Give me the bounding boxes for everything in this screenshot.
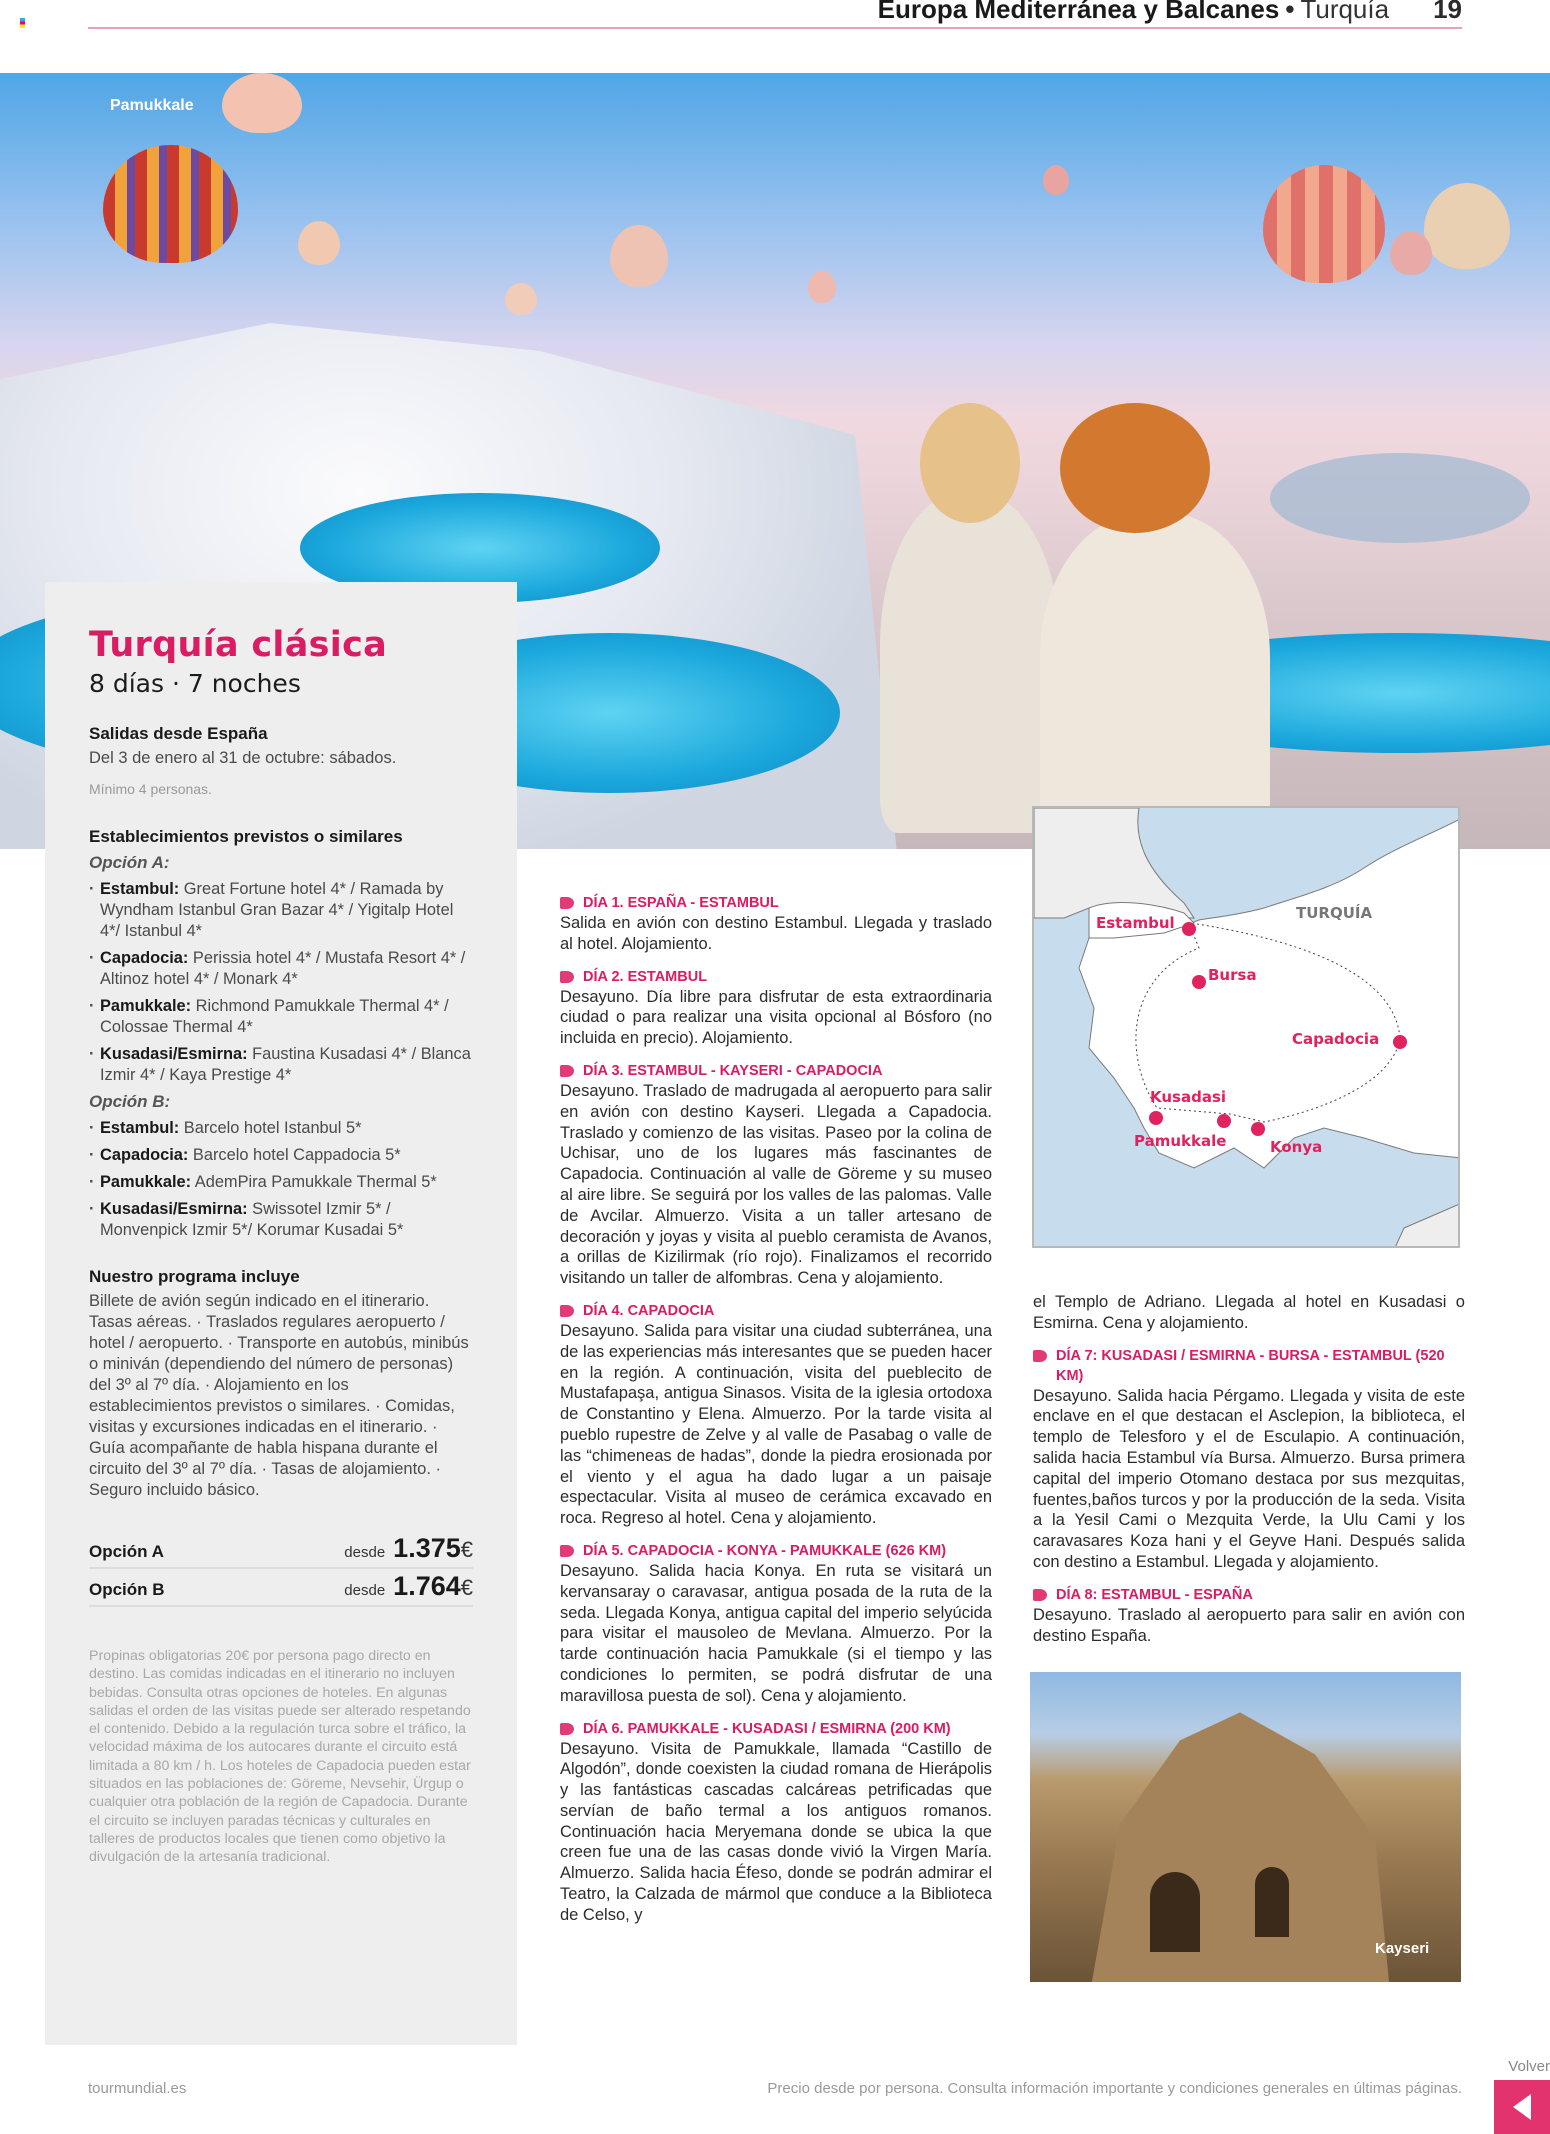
cave-door [1255, 1867, 1289, 1937]
day-title: DÍA 8: ESTAMBUL - ESPAÑA [1056, 1586, 1253, 1603]
blonde-hair [920, 403, 1020, 523]
price-label: Opción A [89, 1542, 164, 1561]
itinerary-day [560, 967, 992, 1049]
itinerary-day [560, 1719, 992, 1926]
trip-summary-panel [45, 582, 517, 2045]
hotel-item: · Kusadasi/Esmirna: Swissotel Izmir 5* / Monvenpick Izmir 5*/ Korumar Kusadai 5* [89, 1199, 473, 1241]
includes-heading: Nuestro programa incluye [89, 1267, 300, 1286]
map-land-thrace [1034, 808, 1194, 918]
balloon [1043, 165, 1069, 195]
price-label: Opción B [89, 1580, 165, 1599]
day-title: DÍA 4. CAPADOCIA [583, 1302, 715, 1319]
hotel-item: · Estambul: Great Fortune hotel 4* / Ramada by Wyndham Istanbul Gran Bazar 4* / Yigitalp Hotel 4*/ Istanbul 4* [89, 879, 473, 942]
woman-figure [880, 493, 1060, 833]
balloon [808, 271, 836, 303]
map-marker-capadocia [1393, 1035, 1407, 1049]
hotel-item: · Estambul: Barcelo hotel Istanbul 5* [89, 1118, 473, 1139]
departures-text: Del 3 de enero al 31 de octubre: sábados. [89, 749, 397, 767]
balloon [505, 283, 537, 315]
balloon [1424, 183, 1510, 269]
itinerary-column-1 [560, 893, 992, 1938]
balloon [103, 145, 238, 263]
arrow-tag-icon [560, 971, 574, 983]
arrow-tag-icon [560, 1305, 574, 1317]
section-title: Europa Mediterránea y Balcanes [877, 0, 1280, 24]
price-amount: 1.764 [393, 1571, 461, 1601]
kayseri-photo [1030, 1672, 1461, 1982]
departures-heading: Salidas desde España [89, 724, 268, 743]
map-marker-konya [1251, 1122, 1265, 1136]
lake [1270, 453, 1530, 543]
map-city-label: Konya [1270, 1138, 1323, 1156]
arrow-tag-icon [560, 897, 574, 909]
map-city-label: Estambul [1096, 914, 1175, 932]
arrow-tag-icon [1033, 1350, 1047, 1362]
balloon [298, 221, 340, 265]
map-marker-bursa [1192, 975, 1206, 989]
route-map [1032, 806, 1460, 1248]
footer-site[interactable]: tourmundial.es [88, 2080, 187, 2097]
arrow-tag-icon [1033, 1589, 1047, 1601]
cave-door [1150, 1872, 1200, 1952]
minimum-people: Mínimo 4 personas. [89, 781, 212, 797]
price-prefix: desde [344, 1582, 386, 1599]
hotel-item: · Pamukkale: AdemPira Pamukkale Thermal 5* [89, 1172, 473, 1193]
price-table [89, 1531, 473, 1607]
day-title: DÍA 5. CAPADOCIA - KONYA - PAMUKKALE (626 KM) [583, 1542, 947, 1559]
option-b-label: Opción B: [89, 1092, 171, 1111]
map-marker-estambul [1182, 922, 1196, 936]
page-header [88, 0, 1462, 29]
hat [1060, 403, 1210, 533]
arrow-tag-icon [560, 1545, 574, 1557]
option-b-hotels [89, 1118, 473, 1241]
day-text: Desayuno. Traslado al aeropuerto para salir en avión con destino España. [1033, 1605, 1465, 1645]
option-a-label: Opción A: [89, 853, 170, 872]
map-city-label: Pamukkale [1134, 1132, 1227, 1150]
man-figure [1040, 513, 1270, 833]
day-title: DÍA 1. ESPAÑA - ESTAMBUL [583, 895, 779, 911]
day-text: Desayuno. Traslado de madrugada al aeropuerto para salir en avión con destino Kayseri. Llegada a Capadocia. Traslado y comienzo de las visitas. Paseo por la colina de Uchisar, uno de los lugares más fascinantes de Capadocia. Continuación al valle de Göreme y su museo al aire libre. Se seguirá por los valles de las palomas. Valle de Avcilar. Almuerzo. Visita a un taller artesano de decoración y joyas y visita al pueblo ceramista de Avanos, a orillas de Kizilirmak (río rojo). Finalizamos el recorrido visitando un taller de alfombras. Cena y alojamiento. [560, 1081, 993, 1288]
map-marker-kusadasi [1149, 1111, 1163, 1125]
map-city-label: Bursa [1208, 966, 1257, 984]
price-row-option-b [89, 1569, 473, 1607]
hotel-item: · Pamukkale: Richmond Pamukkale Thermal 4* / Colossae Thermal 4* [89, 996, 473, 1038]
price-currency: € [460, 1575, 473, 1600]
trip-duration: 8 días · 7 noches [89, 669, 301, 698]
price-amount: 1.375 [393, 1533, 461, 1563]
map-marker-pamukkale [1217, 1114, 1231, 1128]
rock-formation [1090, 1712, 1390, 1982]
hero-caption: Pamukkale [110, 97, 194, 114]
itinerary-day [560, 1301, 992, 1529]
chevron-left-icon [1509, 2092, 1535, 2122]
day-text: Salida en avión con destino Estambul. Llegada y traslado al hotel. Alojamiento. [560, 914, 992, 953]
price-row-option-a [89, 1531, 473, 1569]
header-separator: • [1285, 0, 1295, 24]
hotel-item: · Capadocia: Barcelo hotel Cappadocia 5* [89, 1145, 473, 1166]
balloon [1390, 231, 1432, 275]
day-text: Desayuno. Salida hacia Konya. En ruta se visitará un kervansaray o caravasar, antigua posada de la ruta de la seda. Llegada Konya, antigua capital del imperio selyúcida para visitar el mausoleo de Mevlana. Almuerzo. Por la tarde continuación hacia Pamukkale (si el tiempo y las condiciones lo permiten, se podrá disfrutar de una maravillosa puesta de sol). Cena y alojamiento. [560, 1561, 992, 1705]
day-title: DÍA 3. ESTAMBUL - KAYSERI - CAPADOCIA [583, 1062, 883, 1079]
balloon [1263, 165, 1385, 283]
itinerary-column-2 [1033, 1292, 1465, 1982]
balloon [610, 225, 668, 287]
country-title: Turquía [1300, 0, 1390, 24]
day-title: DÍA 2. ESTAMBUL [583, 968, 708, 985]
itinerary-day [560, 1541, 992, 1707]
trip-title: Turquía clásica [89, 625, 388, 665]
day-text: Desayuno. Día libre para disfrutar de esta extraordinaria ciudad o para realizar una visita opcional al Bósforo (no incluida en precio). Alojamiento. [560, 987, 992, 1048]
photo-caption: Kayseri [1375, 1940, 1430, 1958]
day-text: Desayuno. Salida para visitar una ciudad subterránea, una de las experiencias más interesantes que se pueden hacer en la región. A continuación, visita del pueblecito de Mustafapaşa, antigua Sinasos. Visita de la iglesia ortodoxa de Constantino y Elena. Almuerzo. Por la tarde visita al pueblo rupestre de Zelve y al valle de Pasabag o valle de las “chimeneas de hadas”, donde la piedra erosionada por el viento y el agua ha dado lugar a un paisaje espectacular. Visita al museo de cerámica excavado en roca. Regreso al hotel. Cena y alojamiento. [560, 1321, 992, 1528]
includes-text: Billete de avión según indicado en el itinerario. Tasas aéreas. · Traslados regulares aeropuerto / hotel / aeropuerto. · Transporte en autobús, minibús o miniván (dependiendo del número de personas) del 3º al 7º día. · Alojamiento en los establecimientos previstos o similares. · Comidas, visitas y excursiones indicadas en el itinerario. · Guía acompañante de habla hispana durante el circuito del 3º al 7º día. · Tasas de alojamiento. · Seguro incluido básico. [89, 1292, 469, 1499]
fine-print-notes: Propinas obligatorias 20€ por persona pago directo en destino. Las comidas indicadas en el itinerario no incluyen bebidas. Consulta otras opciones de hoteles. En algunas salidas el orden de las visitas puede ser alterado respetando el contenido. Debido a la regulación turca sobre el tráfico, la velocidad máxima de los autocares durante el circuito está limitada a 80 km / h. Los hoteles de Capadocia pueden estar situados en las poblaciones de: Göreme, Nevsehir, Ürgup o cualquier otra población de la región de Capadocia. Durante el circuito se incluyen paradas técnicas y culturales en talleres de productos locales que tienen como objetivo la divulgación de la artesanía tradicional. [89, 1648, 471, 1866]
arrow-tag-icon [560, 1065, 574, 1077]
itinerary-day [560, 893, 992, 955]
map-country-label: TURQUÍA [1296, 904, 1373, 922]
back-label: Volver [1508, 2058, 1550, 2075]
hotel-item: · Kusadasi/Esmirna: Faustina Kusadasi 4* / Blanca Izmir 4* / Kaya Prestige 4* [89, 1044, 473, 1086]
itinerary-day [1033, 1346, 1465, 1573]
hotels-heading: Establecimientos previstos o similares [89, 827, 403, 846]
day-text: Desayuno. Salida hacia Pérgamo. Llegada y visita de este enclave en el que destacan el Asclepion, la biblioteca, el templo de Telesforo y el de Esculapio. A continuación, salida hacia Estambul vía Bursa. Almuerzo. Bursa primera capital del imperio Otomano destaca por sus mezquitas, fuentes,baños turcos y por la producción de la seda. Visita a la Yesil Cami o Mezquita Verde, la Ulu Cami y los caravasares Koza hani y el Geyve Hani. Después salida con destino a Estambul. Llegada y alojamiento. [1033, 1386, 1465, 1571]
footer-disclaimer: Precio desde por persona. Consulta información importante y condiciones generales en últimas páginas. [767, 2080, 1462, 2097]
itinerary-day-continued [1033, 1292, 1465, 1334]
map-island-cyprus [1394, 1203, 1460, 1248]
day-title: DÍA 7: KUSADASI / ESMIRNA - BURSA - ESTAMBUL (520 KM) [1056, 1347, 1445, 1384]
map-city-label: Kusadasi [1150, 1088, 1227, 1106]
price-prefix: desde [344, 1544, 386, 1561]
print-color-marks [20, 18, 25, 28]
option-a-hotels [89, 879, 473, 1086]
day-text: el Templo de Adriano. Llegada al hotel en Kusadasi o Esmirna. Cena y alojamiento. [1033, 1293, 1465, 1332]
map-city-label: Capadocia [1292, 1030, 1380, 1048]
itinerary-day [1033, 1585, 1465, 1647]
arrow-tag-icon [560, 1723, 574, 1735]
page-number: 19 [1433, 0, 1462, 24]
itinerary-day [560, 1061, 992, 1289]
day-text: Desayuno. Visita de Pamukkale, llamada “Castillo de Algodón”, donde coexisten la ciudad romana de Hierápolis y las fantásticas cascadas calcáreas petrificadas que servían de baño termal a los antiguos romanos. Continuación hacia Meryemana donde se ubica la que creen fue una de las casas donde vivió la Virgen María. Almuerzo. Salida hacia Éfeso, donde se podrán admirar el Teatro, la Calzada de mármol que conduce a la Biblioteca de Celso, y [560, 1739, 992, 1924]
back-button[interactable] [1494, 2080, 1550, 2134]
balloon [222, 73, 302, 133]
hotel-item: · Capadocia: Perissia hotel 4* / Mustafa Resort 4* / Altinoz hotel 4* / Monark 4* [89, 948, 473, 990]
price-currency: € [460, 1537, 473, 1562]
day-title: DÍA 6. PAMUKKALE - KUSADASI / ESMIRNA (200 KM) [583, 1720, 951, 1737]
